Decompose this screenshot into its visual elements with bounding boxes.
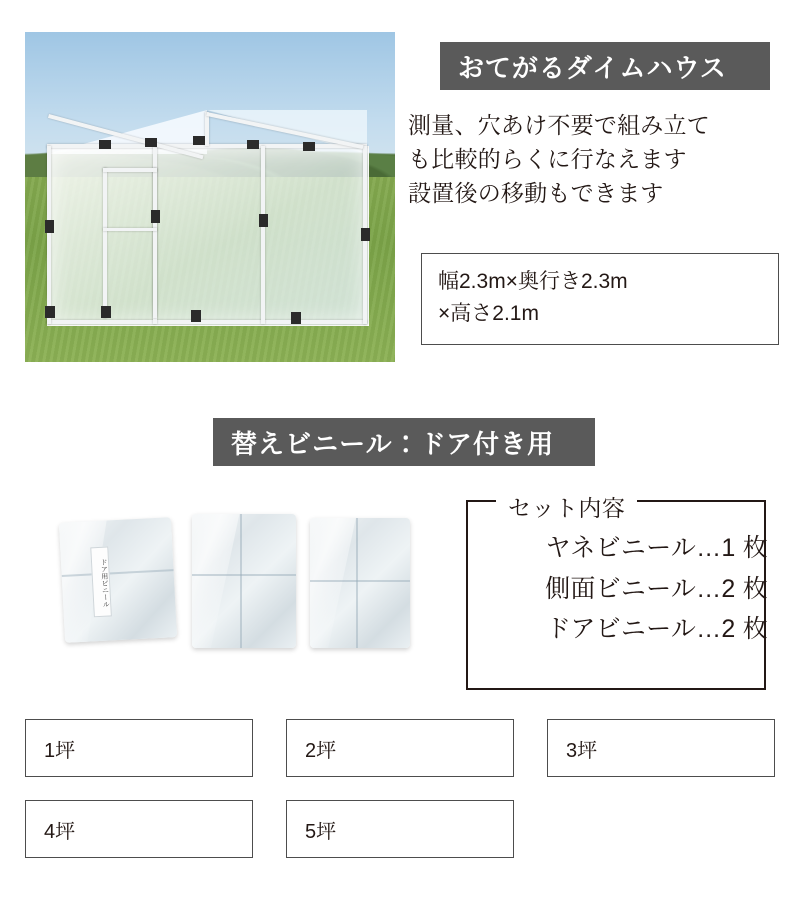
greenhouse-structure [41,110,379,330]
variant-option-5-label: 5坪 [305,820,337,843]
joint-clip [45,220,54,233]
dimensions-line-1: 幅2.3m×奥行き2.3m [438,270,628,293]
variant-option-2-label: 2坪 [305,739,337,762]
joint-clip [191,310,201,322]
section-heading-replacement-vinyl [213,418,595,466]
joint-clip [193,136,205,145]
set-contents-item: 側面ビニール…2 枚 [545,574,768,603]
joint-clip [151,210,160,223]
frame-post-mid-right [261,146,265,324]
vinyl-pack-door [59,517,177,643]
dimensions-line-2: ×高さ2.1m [438,301,539,325]
vinyl-pack-roof [310,518,410,648]
joint-clip [101,306,111,318]
joint-clip [99,140,111,149]
section-heading-greenhouse [440,42,770,90]
variant-option-4-label: 4坪 [44,820,76,843]
frame-door-post-right [153,168,157,318]
variant-option-1-label: 1坪 [44,739,76,762]
greenhouse-photo [25,32,395,362]
joint-clip [291,312,301,324]
vinyl-film-body [47,146,369,326]
frame-door-header [103,168,157,172]
joint-clip [361,228,370,241]
set-contents-item: ヤネビニール…1 枚 [545,534,768,562]
joint-clip [303,142,315,151]
variant-option-2[interactable] [286,719,514,777]
greenhouse-description-line: 測量、穴あけ不要で組み立て [408,112,710,138]
variant-option-3-label: 3坪 [566,739,598,762]
pack-seam [62,569,174,577]
vinyl-pack-label: ドア用ビニール [90,546,112,617]
frame-post-left [47,146,51,324]
pack-seam [192,574,296,576]
set-contents-title: セット内容 [496,490,637,523]
joint-clip [247,140,259,149]
vinyl-pack-side [192,514,296,648]
frame-base-rail [47,320,367,324]
dimensions-box [421,253,779,345]
greenhouse-description-line: 設置後の移動もできます [408,180,664,207]
frame-door-post-left [103,168,107,318]
variant-option-5[interactable] [286,800,514,858]
greenhouse-description-line: も比較的らくに行なえます [408,146,687,173]
pack-seam [240,514,242,648]
frame-door-mid [103,228,157,231]
section-heading-greenhouse-label: おてがるダイムハウス [458,52,727,83]
variant-option-1[interactable] [25,719,253,777]
pack-seam [310,580,410,582]
set-contents-item: ドアビニール…2 枚 [545,615,768,643]
joint-clip [259,214,268,227]
greenhouse-description [408,108,768,210]
set-contents-list [478,528,768,650]
section-heading-replacement-vinyl-label: 替えビニール：ドア付き用 [231,428,555,459]
joint-clip [145,138,157,147]
joint-clip [45,306,55,318]
variant-option-3[interactable] [547,719,775,777]
vinyl-packs-photo [52,500,442,685]
frame-ridge-post [205,112,209,146]
pack-seam [356,518,358,648]
variant-option-4[interactable] [25,800,253,858]
